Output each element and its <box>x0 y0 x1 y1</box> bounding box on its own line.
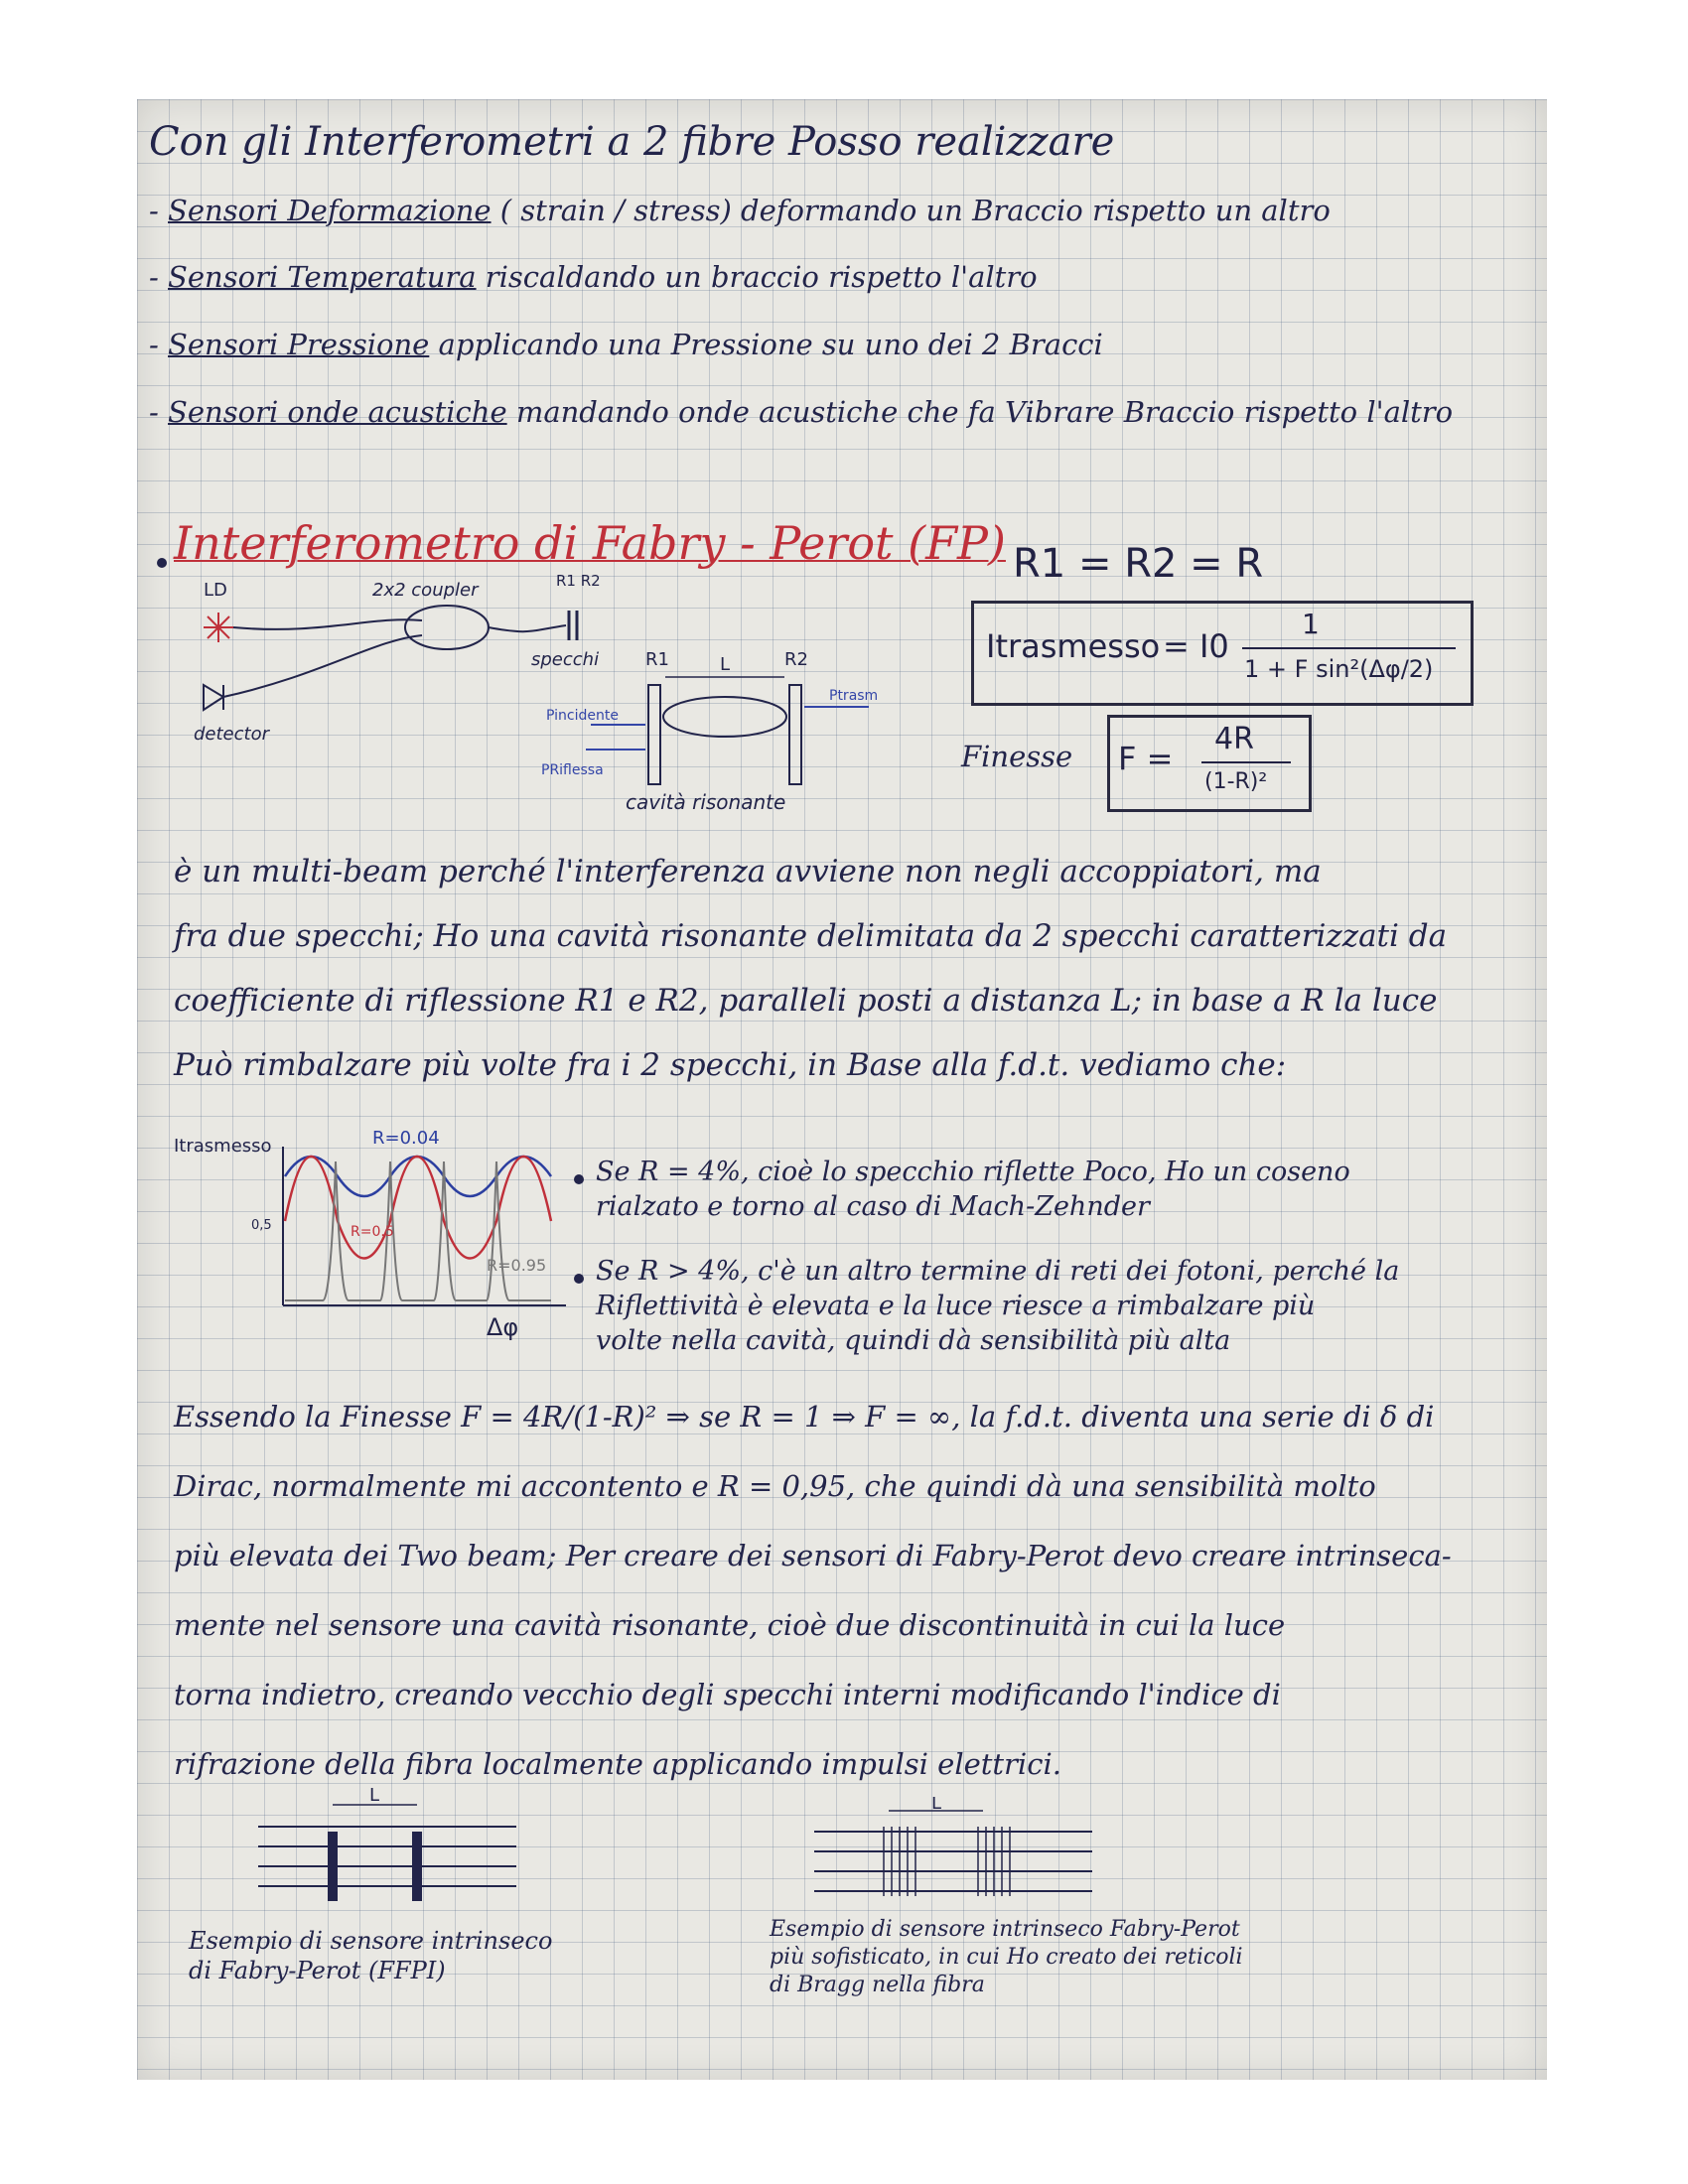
i-label: Itrasmesso <box>986 627 1161 665</box>
graph-ylabel: Itrasmesso <box>174 1136 272 1157</box>
bullet-line: rialzato e torno al caso di Mach-Zehnder <box>596 1191 1150 1222</box>
label-r095: R=0.95 <box>487 1256 547 1275</box>
finesse-label: Finesse <box>961 740 1073 773</box>
bragg-grating-1 <box>884 1827 915 1896</box>
sensor-description: riscaldando un braccio rispetto l'altro <box>485 260 1038 294</box>
mirror-2 <box>412 1832 422 1901</box>
coupler-label: 2x2 coupler <box>372 580 479 601</box>
i-denominator: 1 + F sin²(Δφ/2) <box>1244 655 1434 683</box>
sensor-name: Sensori onde acustiche <box>168 395 507 429</box>
label-r004: R=0.04 <box>372 1128 440 1149</box>
sensor-name: Sensori Deformazione <box>168 194 492 227</box>
paragraph1-line: coefficiente di riflessione R1 e R2, paralleli posti a distanza L; in base a R la luce <box>174 983 1438 1019</box>
length-label: L <box>931 1797 942 1814</box>
transmission-formula-box <box>971 601 1474 706</box>
finesse-formula-box <box>1107 715 1312 812</box>
label-r05: R=0.5 <box>351 1224 394 1240</box>
paragraph2-line: torna indietro, creando vecchio degli specchi interni modificando l'indice di <box>174 1678 1281 1711</box>
paragraph1-line: fra due specchi; Ho una cavità risonante delimitata da 2 specchi caratterizzati da <box>174 918 1448 954</box>
p-reflected-label: PRiflessa <box>541 762 604 778</box>
ffpi-diagram <box>258 1787 536 1916</box>
bragg-grating-2 <box>978 1827 1010 1896</box>
paragraph2-line: Essendo la Finesse F = 4R/(1-R)² ⇒ se R = 1 ⇒ F = ∞, la f.d.t. diventa una serie di δ di <box>174 1400 1435 1433</box>
sensor-name: Sensori Temperatura <box>168 260 477 294</box>
sensor-description: applicando una Pressione su uno dei 2 Bracci <box>438 328 1103 361</box>
r2-label: R2 <box>784 649 808 670</box>
length-label: L <box>720 654 731 675</box>
f-denominator: (1-R)² <box>1204 769 1268 794</box>
f-lhs: F = <box>1118 740 1174 777</box>
cavity-beam <box>663 697 786 737</box>
i-numerator: 1 <box>1302 608 1320 640</box>
section-title: Interferometro di Fabry - Perot (FP) <box>174 516 1006 570</box>
paragraph1-line: Può rimbalzare più volte fra i 2 specchi, in Base alla f.d.t. vediamo che: <box>174 1047 1287 1083</box>
sensor-item-deformation: - Sensori Deformazione ( strain / stress) deformando un Braccio rispetto un altro <box>149 194 1331 227</box>
specchi-label: specchi <box>531 649 600 670</box>
bullet-line: Se R > 4%, c'è un altro termine di reti dei fotoni, perché la <box>596 1256 1400 1287</box>
paragraph1-line: è un multi-beam perché l'interferenza avviene non negli accoppiatori, ma <box>174 854 1322 889</box>
fraction-bar <box>1201 761 1291 763</box>
sensor-item-temperature: - Sensori Temperatura riscaldando un braccio rispetto l'altro <box>149 260 1038 294</box>
i-eq: = I0 <box>1163 627 1229 665</box>
bullet-line: volte nella cavità, quindi dà sensibilità più alta <box>596 1325 1231 1356</box>
paragraph2-line: mente nel sensore una cavità risonante, cioè due discontinuità in cui la luce <box>174 1608 1286 1642</box>
sensor-name: Sensori Pressione <box>168 328 430 361</box>
transmission-graph <box>174 1122 571 1350</box>
mirror-r2-icon <box>789 685 801 784</box>
sensor-description: mandando onde acustiche che fa Vibrare Braccio rispetto l'altro <box>515 395 1454 429</box>
cavity-label: cavità risonante <box>626 790 786 814</box>
curve-r05 <box>285 1157 551 1259</box>
sensor-item-acoustic: - Sensori onde acustiche mandando onde acustiche che fa Vibrare Braccio rispetto l'altro <box>149 395 1454 429</box>
bullet-line: Riflettività è elevata e la luce riesce a rimbalzare più <box>596 1291 1316 1321</box>
sensor-item-pressure: - Sensori Pressione applicando una Pressione su uno dei 2 Bracci <box>149 328 1103 361</box>
curve-r095 <box>285 1161 551 1300</box>
graph-ytick: 0,5 <box>251 1218 272 1233</box>
fp-setup-diagram <box>174 566 928 824</box>
bragg-fp-diagram <box>814 1797 1112 1906</box>
fraction-bar <box>1242 647 1456 649</box>
ld-label: LD <box>204 580 227 601</box>
coupler-icon <box>405 606 489 649</box>
bullet-dot <box>574 1274 584 1284</box>
fiber-detector <box>223 635 422 697</box>
graph-xlabel: Δφ <box>487 1313 519 1341</box>
length-label: L <box>369 1787 380 1806</box>
fiber-output <box>489 625 566 631</box>
detector-label: detector <box>194 724 269 745</box>
mirrors-label: R1 R2 <box>556 572 601 590</box>
laser-diode-icon <box>204 613 233 642</box>
caption-bragg: Esempio di sensore intrinseco Fabry-Perot più sofisticato, in cui Ho creato dei reticoli di Bragg nella fibra <box>770 1917 1243 1997</box>
f-numerator: 4R <box>1214 722 1254 756</box>
paragraph2-line: rifrazione della fibra localmente applicando impulsi elettrici. <box>174 1747 1061 1781</box>
caption-ffpi: Esempio di sensore intrinseco di Fabry-Perot (FFPI) <box>189 1927 553 1984</box>
bullet-line: Se R = 4%, cioè lo specchio riflette Poco, Ho un coseno <box>596 1157 1350 1187</box>
bullet-dot <box>574 1174 584 1184</box>
p-incident-label: Pincidente <box>546 708 619 724</box>
r1-label: R1 <box>645 649 669 670</box>
detector-icon <box>204 685 223 710</box>
p-trasm-label: Ptrasm <box>829 688 879 704</box>
mirror-r1-icon <box>648 685 660 784</box>
fiber-ld <box>233 619 422 629</box>
paragraph2-line: Dirac, normalmente mi accontento e R = 0,95, che quindi dà una sensibilità molto <box>174 1469 1376 1503</box>
sensor-description: ( strain / stress) deformando un Braccio rispetto un altro <box>499 194 1331 227</box>
title-bullet <box>157 558 167 568</box>
intro-heading: Con gli Interferometri a 2 fibre Posso realizzare <box>149 119 1115 165</box>
mirror-1 <box>328 1832 338 1901</box>
reflectivity-equation: R1 = R2 = R <box>1013 541 1264 587</box>
paragraph2-line: più elevata dei Two beam; Per creare dei sensori di Fabry-Perot devo creare intrinseca- <box>174 1539 1452 1572</box>
